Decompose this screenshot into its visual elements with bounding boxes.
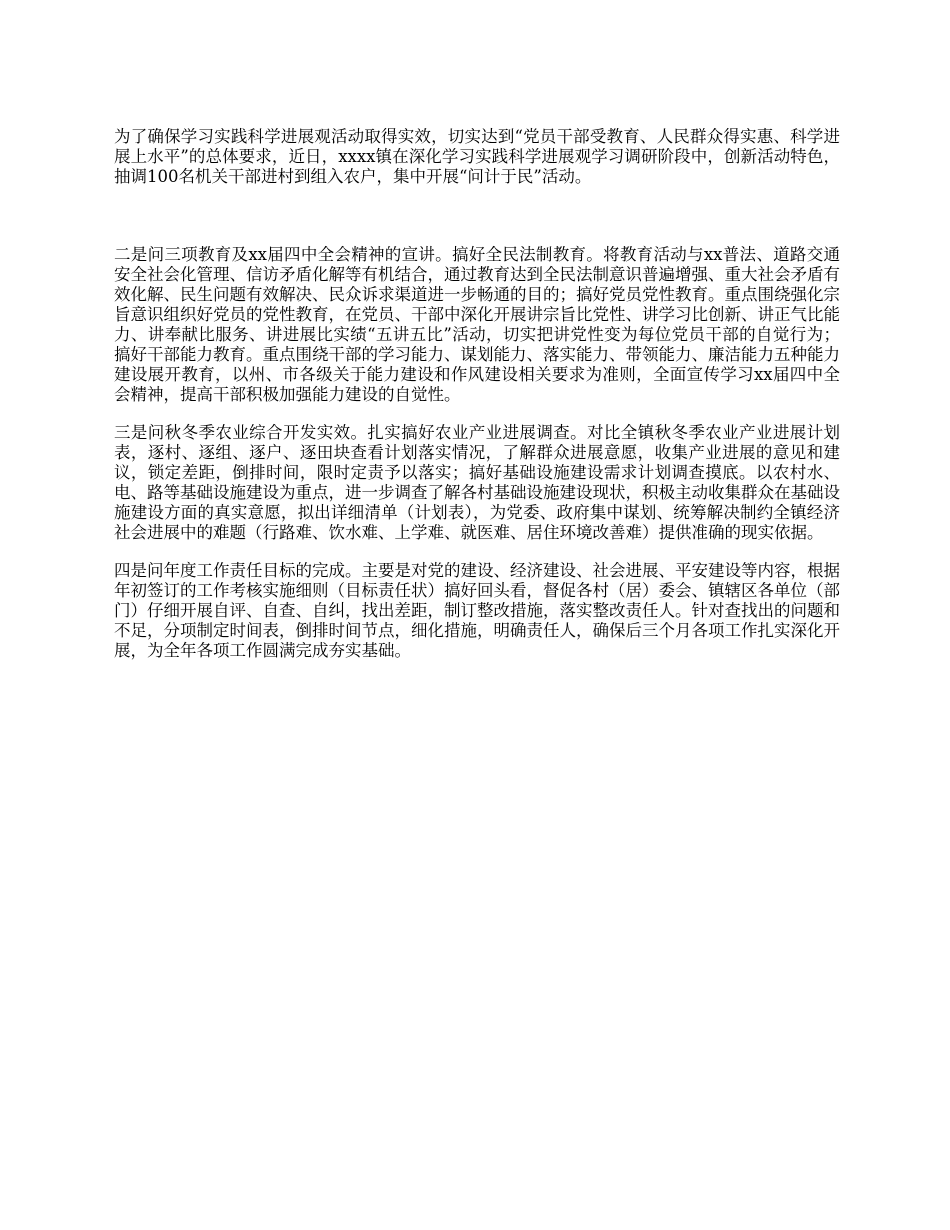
paragraph-item-two: 二是问三项教育及xx届四中全会精神的宣讲。搞好全民法制教育。将教育活动与xx普法、道路交通安全社会化管理、信访矛盾化解等有机结合，通过教育达到全民法制意识普遍增强、重大社会矛盾有效化解、民生问题有效解决、民众诉求渠道进一步畅通的目的；搞好党员党性教育。重点围绕强化宗旨意识组织好党员的党性教育，在党员、干部中深化开展讲宗旨比党性、讲学习比创新、讲正气比能力、讲奉献比服务、讲进展比实绩“五讲五比”活动，切实把讲党性变为每位党员干部的自觉行为；搞好干部能力教育。重点围绕干部的学习能力、谋划能力、落实能力、带领能力、廉洁能力五种能力建设展开教育，以州、市各级关于能力建设和作风建设相关要求为准则，全面宣传学习xx届四中全会精神，提高干部积极加强能力建设的自觉性。	[114, 245, 840, 404]
document-body	[114, 127, 840, 661]
paragraph-item-three: 三是问秋冬季农业综合开发实效。扎实搞好农业产业进展调查。对比全镇秋冬季农业产业进展计划表，逐村、逐组、逐户、逐田块查看计划落实情况，了解群众进展意愿，收集产业进展的意见和建议，锁定差距，倒排时间，限时定责予以落实；搞好基础设施建设需求计划调查摸底。以农村水、电、路等基础设施建设为重点，进一步调查了解各村基础设施建设现状，积极主动收集群众在基础设施建设方面的真实意愿，拟出详细清单（计划表），为党委、政府集中谋划、统筹解决制约全镇经济社会进展中的难题（行路难、饮水难、上学难、就医难、居住环境改善难）提供准确的现实依据。	[114, 423, 840, 542]
paragraph-intro: 为了确保学习实践科学进展观活动取得实效，切实达到“党员干部受教育、人民群众得实惠、科学进展上水平”的总体要求，近日，xxxx镇在深化学习实践科学进展观学习调研阶段中，创新活动特色，抽调100名机关干部进村到组入农户，集中开展“问计于民”活动。	[114, 127, 840, 186]
paragraph-item-four: 四是问年度工作责任目标的完成。主要是对党的建设、经济建设、社会进展、平安建设等内容，根据年初签订的工作考核实施细则（目标责任状）搞好回头看，督促各村（居）委会、镇辖区各单位（部门）仔细开展自评、自查、自纠，找出差距，制订整改措施，落实整改责任人。针对查找出的问题和不足，分项制定时间表，倒排时间节点，细化措施，明确责任人，确保后三个月各项工作扎实深化开展，为全年各项工作圆满完成夯实基础。	[114, 561, 840, 660]
